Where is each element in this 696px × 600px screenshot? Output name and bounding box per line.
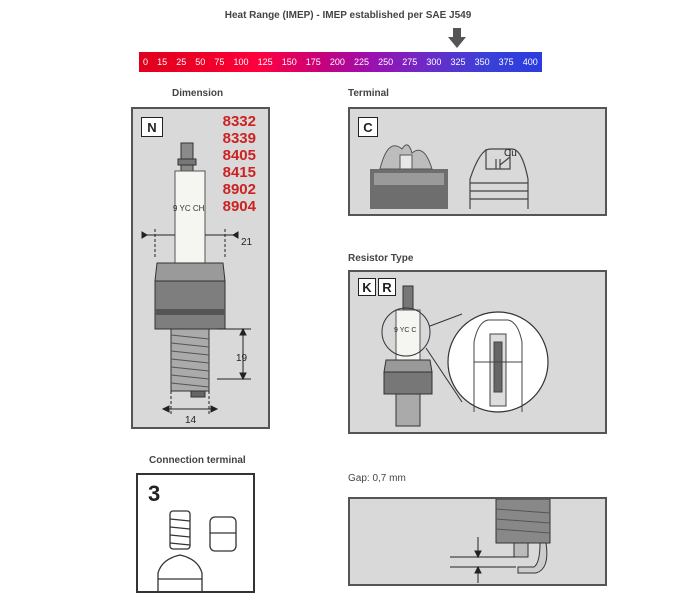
resistor-insulator-label: 9 YC C — [394, 327, 417, 334]
heat-range-scale — [139, 52, 542, 72]
thread-length-label: 19 — [236, 353, 248, 364]
heat-scale-label: 225 — [354, 57, 370, 67]
connection-number: 3 — [148, 481, 161, 506]
thread-diameter-label: 14 — [185, 415, 197, 426]
terminal-drawing — [350, 109, 605, 214]
resistor-letter-badge-k: K — [358, 278, 376, 296]
resistor-drawing — [350, 272, 605, 432]
insulator-label: 9 YC CH — [173, 204, 205, 213]
heat-scale-label: 175 — [305, 57, 321, 67]
heat-scale-label: 350 — [474, 57, 490, 67]
heat-scale-label: 375 — [498, 57, 514, 67]
heat-scale-label: 250 — [378, 57, 394, 67]
part-code: 8405 — [222, 147, 256, 164]
heat-scale-label: 150 — [281, 57, 297, 67]
resistor-panel — [348, 270, 607, 434]
resistor-title: Resistor Type — [348, 253, 414, 264]
part-code: 8339 — [222, 130, 256, 147]
connection-panel — [136, 473, 255, 593]
gap-title: Gap: 0,7 mm — [348, 473, 406, 484]
terminal-title: Terminal — [348, 88, 389, 99]
dimension-title: Dimension — [172, 88, 224, 99]
copper-label: Cu — [504, 148, 517, 159]
dimension-letter-badge: N — [141, 117, 163, 137]
part-code: 8902 — [222, 181, 256, 198]
resistor-letter-badge-r: R — [378, 278, 396, 296]
heat-scale-label: 275 — [402, 57, 418, 67]
part-code: 8332 — [222, 113, 256, 130]
spark-plug-dimension-drawing — [133, 109, 268, 427]
gap-panel — [348, 497, 607, 586]
heat-scale-label: 300 — [426, 57, 442, 67]
heat-scale-label: 50 — [195, 57, 206, 67]
part-code: 8415 — [222, 164, 256, 181]
heat-scale-label: 200 — [329, 57, 345, 67]
heat-scale-label: 15 — [157, 57, 168, 67]
heat-marker-arrow-icon — [447, 28, 467, 48]
gap-drawing — [350, 499, 605, 584]
heat-scale-label: 100 — [233, 57, 249, 67]
width-dimension-label: 21 — [241, 237, 253, 248]
heat-scale-label: 325 — [450, 57, 466, 67]
connection-drawing — [138, 475, 253, 591]
heat-scale-label: 125 — [257, 57, 273, 67]
heat-scale-label: 0 — [143, 57, 149, 67]
heat-range-title: Heat Range (IMEP) - IMEP established per SAE J549 — [224, 10, 472, 21]
dimension-panel — [131, 107, 270, 429]
heat-scale-label: 75 — [214, 57, 225, 67]
part-code: 8904 — [222, 198, 256, 215]
connection-title: Connection terminal — [149, 455, 246, 466]
heat-scale-label: 400 — [522, 57, 538, 67]
terminal-letter-badge: C — [358, 117, 378, 137]
terminal-panel — [348, 107, 607, 216]
heat-scale-label: 25 — [176, 57, 187, 67]
